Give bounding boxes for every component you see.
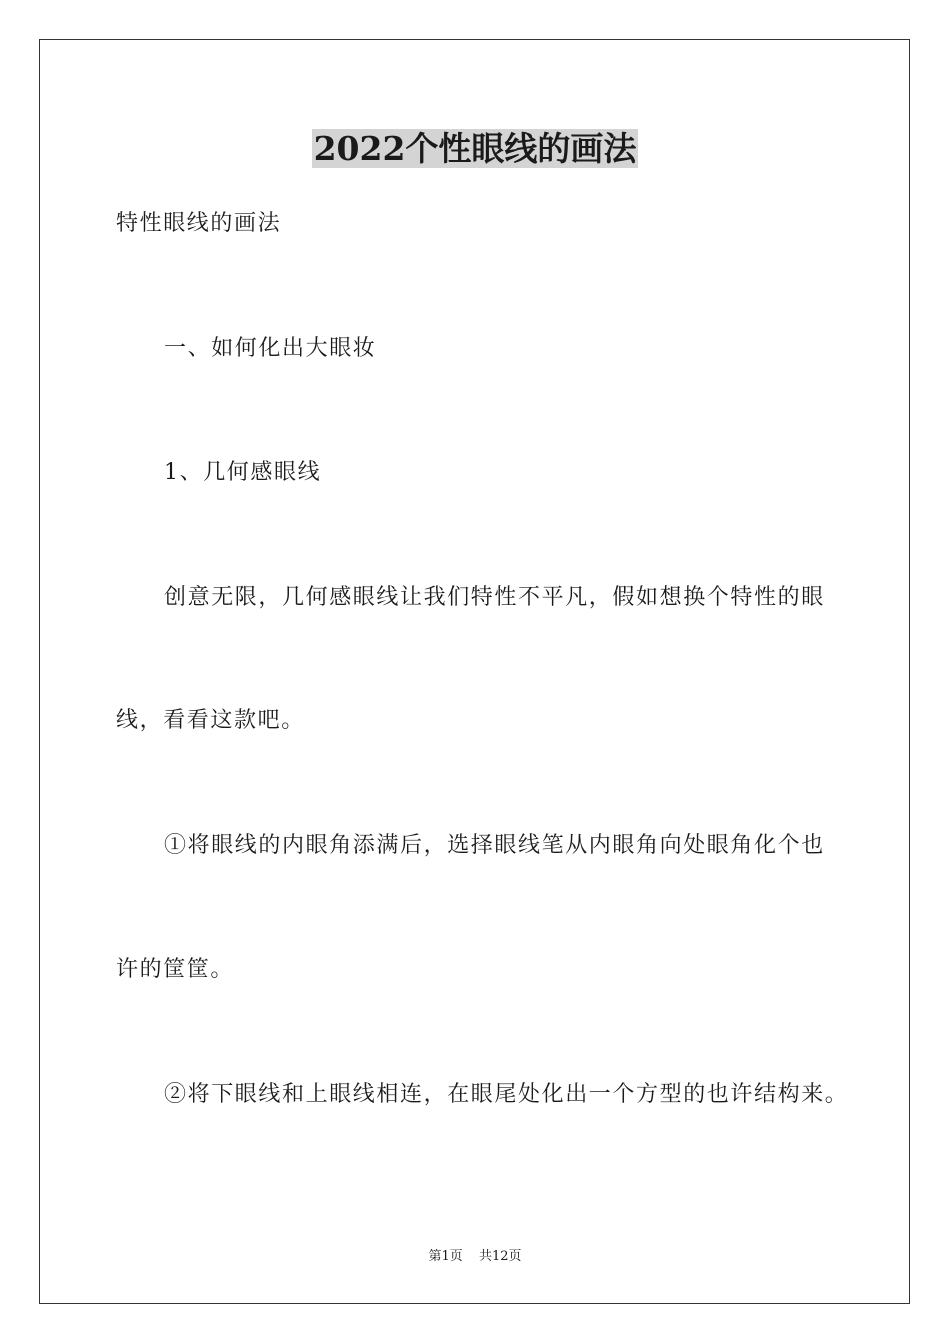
paragraph-body-line: 线，看看这款吧。: [116, 708, 305, 733]
paragraph-subtitle: 特性眼线的画法: [116, 211, 282, 236]
paragraph-heading-1: 一、如何化出大眼妆: [164, 336, 377, 361]
paragraph-step-1-line: ①将眼线的内眼角添满后，选择眼线笔从内眼角向处眼角化个也: [164, 833, 825, 858]
page-number-total: 共12页: [478, 1249, 522, 1264]
page-number-current: 第1页: [428, 1249, 463, 1264]
document-title-text: 2022个性眼线的画法: [313, 129, 637, 168]
paragraph-heading-1-1: 1、几何感眼线: [164, 460, 322, 485]
page-footer: [0, 1248, 950, 1266]
document-title: [0, 127, 950, 171]
paragraph-step-2-line: ②将下眼线和上眼线相连，在眼尾处化出一个方型的也许结构来。: [164, 1082, 849, 1107]
paragraph-body-line: 创意无限，几何感眼线让我们特性不平凡，假如想换个特性的眼: [164, 585, 825, 610]
paragraph-step-1-line: 许的筐筐。: [116, 957, 235, 982]
